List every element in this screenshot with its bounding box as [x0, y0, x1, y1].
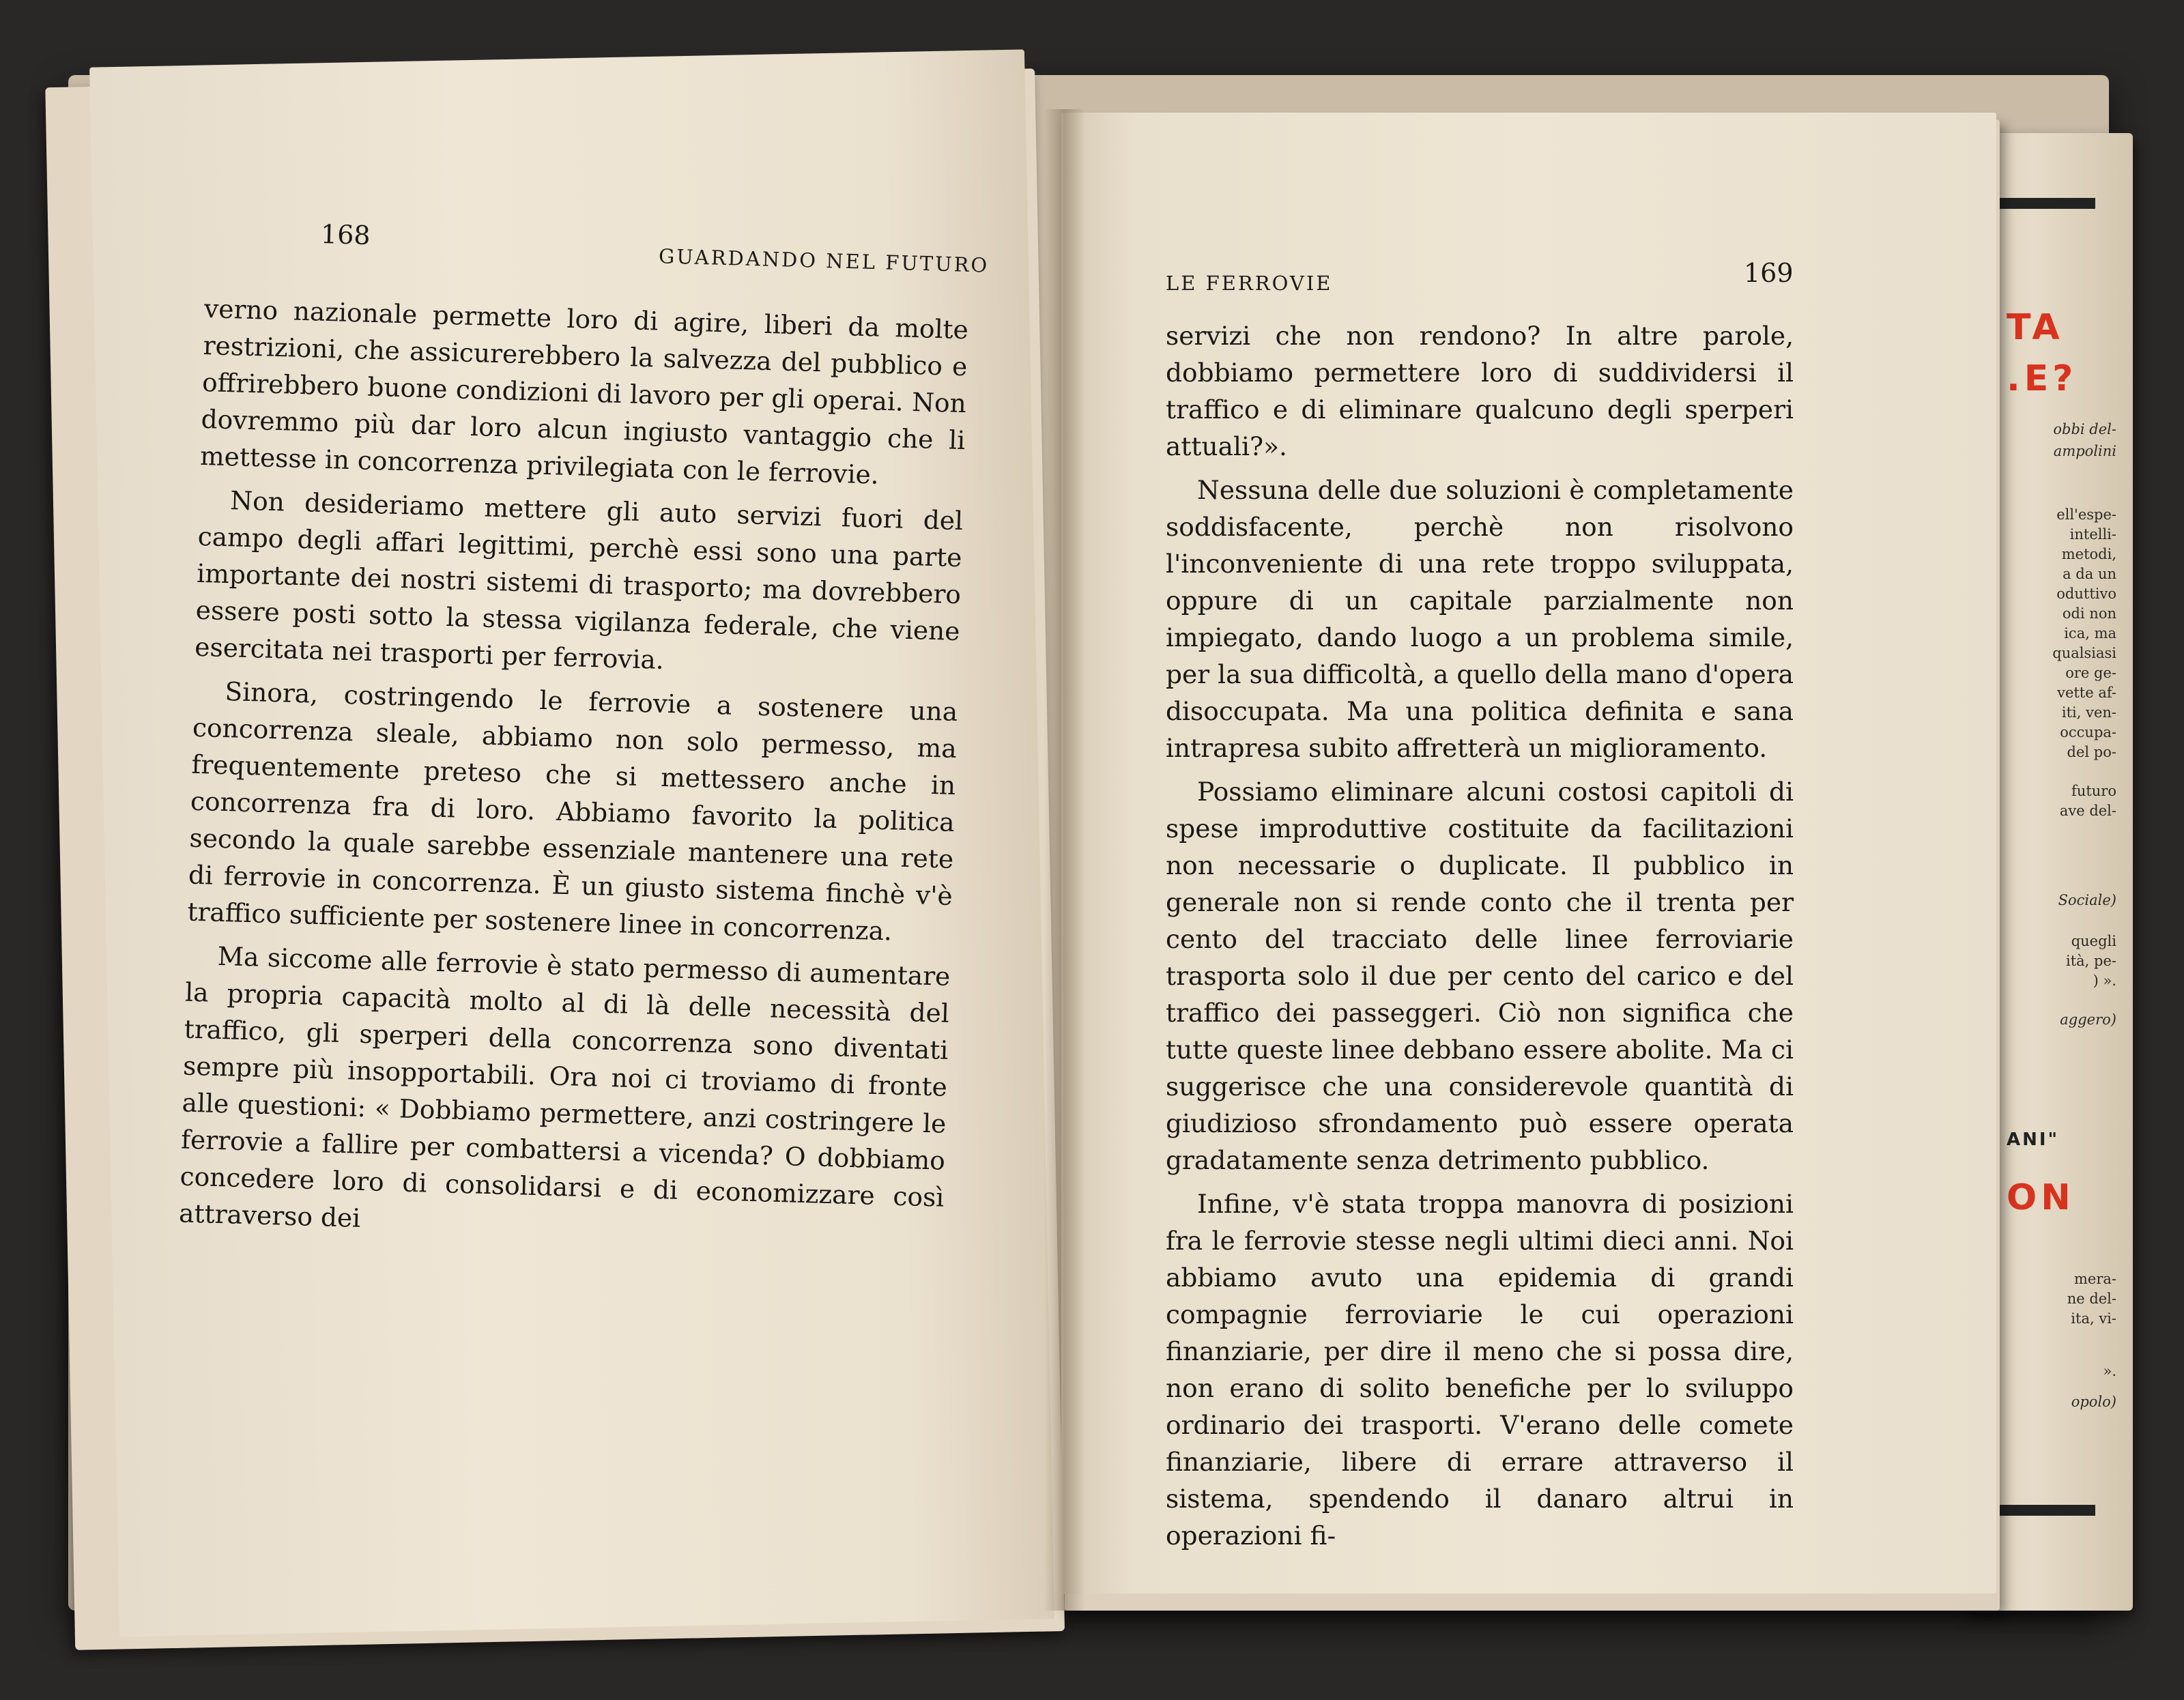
jacket-fragment: occupa-: [2060, 724, 2116, 740]
left-page-body: [178, 290, 968, 1253]
paragraph: verno nazionale permette loro di agire, liberi da molte restrizioni, che assicurerebbero la salvezza del pubblico e offrirebbero buone condizioni di lavoro per gli operai. Non dovremmo più dar loro alcun ingiusto vantaggio che li mettesse in concorrenza privilegiata con le ferrovie.: [199, 293, 969, 490]
jacket-fragment: vette af-: [2057, 685, 2116, 701]
jacket-fragment: ell'espe-: [2056, 506, 2116, 523]
jacket-fragment: iti, ven-: [2061, 704, 2116, 721]
jacket-fragment: qualsiasi: [2052, 645, 2116, 661]
jacket-fragment: metodi,: [2061, 546, 2116, 562]
left-page-number: 168: [320, 218, 371, 251]
jacket-headline-2: .E?: [2007, 358, 2078, 399]
jacket-fragment: ) ».: [2093, 973, 2116, 989]
paragraph: Nessuna delle due soluzioni è completamente soddisfacente, perchè non risolvono l'inconveniente di una rete troppo sviluppata, oppure di un capitale parzialmente non impiegato, dando luogo a un problema simile, per la sua difficoltà, a quello della mano d'opera disoccupata. Ma una politica definita e sana intrapresa subito affretterà un miglioramento.: [1166, 475, 1794, 763]
jacket-fragment: ica, ma: [2064, 625, 2116, 642]
paragraph: Possiamo eliminare alcuni costosi capitoli di spese improduttive costituite da facilitazioni non necessarie o duplicate. Il pubblico in generale non si rende conto che il trenta per cento del tracciato delle linee ferroviarie trasporta solo il due per cento del carico e del traffico dei passeggeri. Ciò non significa che tutte queste linee debbano essere abolite. Ma ci suggerisce che una considerevole quantità di giudizioso sfrondamento può essere operata gradatamente senza detrimento pubblico.: [1166, 777, 1794, 1175]
paragraph: servizi che non rendono? In altre parole, dobbiamo permettere loro di suddividersi il traffico e di eliminare qualcuno degli sperperi attuali?».: [1166, 321, 1794, 461]
jacket-rule-top: [1993, 198, 2095, 209]
jacket-fragment: opolo): [2071, 1394, 2116, 1410]
paragraph: Ma siccome alle ferrovie è stato permesso di aumentare la propria capacità molto al di là delle necessità del traffico, gli sperperi della concorrenza sono diventati sempre più insopportabili. Ora noi ci troviamo di fronte alle questioni: « Dobbiamo permettere, anzi costringere le ferrovie a fallire per combattersi a vicenda? O dobbiamo concedere loro di consolidarsi e di economizzare così attraverso dei: [178, 940, 951, 1233]
jacket-headline-4: ON: [2007, 1177, 2075, 1218]
paragraph: Non desideriamo mettere gli auto servizi fuori del campo degli affari legittimi, perchè essi sono una parte importante dei nostri sistemi di trasporto; ma dovrebbero essere posti sotto la stessa vigilanza federale, che viene esercitata nei trasporti per ferrovia.: [194, 485, 964, 675]
jacket-fragment: oduttivo: [2056, 586, 2116, 602]
jacket-fragment: ».: [2103, 1363, 2116, 1379]
book-gutter: [1044, 109, 1085, 1611]
jacket-fragment: mera-: [2074, 1271, 2116, 1287]
jacket-fragment: ave del-: [2059, 803, 2116, 819]
jacket-fragment: ita, vi-: [2071, 1310, 2116, 1327]
jacket-fragment: ità, pe-: [2066, 953, 2116, 969]
jacket-fragment: ore ge-: [2065, 665, 2116, 681]
right-page-body: [1166, 317, 1794, 1554]
paragraph: Infine, v'è stata troppa manovra di posizioni fra le ferrovie stesse negli ultimi dieci anni. Noi abbiamo avuto una epidemia di grandi compagnie ferroviarie le cui operazioni finanziarie, per dire il meno che si possa dire, non erano di solito benefiche per lo sviluppo ordinario dei trasporti. V'erano delle comete finanziarie, libere di errare attraverso il sistema, spendendo il danaro altrui in operazioni fi-: [1166, 1189, 1794, 1551]
jacket-fragment: odi non: [2062, 605, 2116, 622]
jacket-fragment: a da un: [2063, 566, 2116, 582]
jacket-fragment: aggero): [2060, 1011, 2116, 1028]
jacket-fragment: ampolini: [2053, 443, 2116, 459]
right-page-number: 169: [1744, 258, 1794, 288]
jacket-fragment: del po-: [2067, 744, 2116, 760]
jacket-fragment: Sociale): [2058, 892, 2116, 908]
jacket-headline-1: TA: [2007, 307, 2064, 348]
left-running-head: GUARDANDO NEL FUTURO: [658, 244, 990, 277]
jacket-fragment: obbi del-: [2053, 421, 2116, 437]
jacket-fragment: intelli-: [2069, 526, 2116, 543]
jacket-fragment: ne del-: [2067, 1291, 2116, 1307]
jacket-rule-bottom: [1993, 1505, 2095, 1516]
jacket-fragment: futuro: [2071, 783, 2116, 799]
jacket-fragment: quegli: [2071, 933, 2116, 949]
jacket-headline-3: ANI": [2007, 1129, 2060, 1150]
right-running-head: LE FERROVIE: [1166, 272, 1333, 295]
paragraph: Sinora, costringendo le ferrovie a sostenere una concorrenza sleale, abbiamo non solo permesso, ma frequentemente preteso che si mettessero anche in concorrenza fra di loro. Abbiamo favorito la politica secondo la quale sarebbe essenziale mantenere una rete di ferrovie in concorrenza. È un giusto sistema finchè v'è traffico sufficiente per sostenere linee in concorrenza.: [186, 676, 958, 947]
